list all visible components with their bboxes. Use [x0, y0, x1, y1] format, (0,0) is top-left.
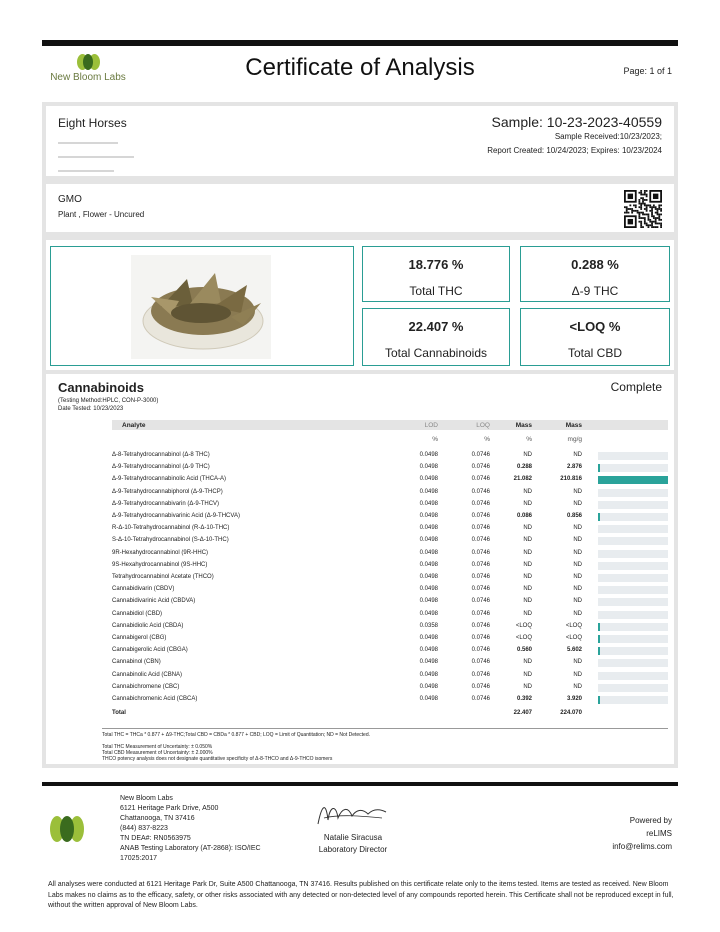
bottom-rule: [42, 782, 678, 786]
report-dates: Report Created: 10/24/2023; Expires: 10/23/2024: [487, 146, 662, 155]
lod-value: 0.0498: [419, 513, 438, 519]
address-line: 6121 Heritage Park Drive, A500: [120, 805, 219, 812]
concentration-bar-track: [598, 562, 668, 570]
col-analyte: Analyte: [122, 422, 146, 429]
total-thc-card: [362, 246, 510, 302]
loq-value: 0.0746: [471, 537, 490, 544]
mass-mg-value: ND: [573, 537, 582, 544]
lod-value: 0.0498: [419, 525, 438, 532]
table-row: [112, 462, 668, 474]
total-mg: 224.070: [560, 710, 582, 716]
testing-method: (Testing Method:HPLC, CON-P-3000): [58, 398, 159, 404]
table-row: [112, 609, 668, 621]
loq-value: 0.0746: [471, 574, 490, 580]
d9-thc-card: [520, 246, 670, 302]
mass-pct-value: ND: [523, 452, 532, 458]
lod-value: 0.0498: [419, 537, 438, 544]
mass-pct-value: ND: [523, 586, 532, 593]
cbd-uncertainty: Total CBD Measurement of Uncertainty: ± 2.000%: [102, 750, 213, 756]
page-title: Certificate of Analysis: [245, 54, 475, 81]
table-row: [112, 450, 668, 462]
concentration-bar-track: [598, 611, 668, 619]
mass-mg-value: ND: [573, 574, 582, 580]
concentration-bar-track: [598, 550, 668, 558]
sample-id: Sample: 10-23-2023-40559: [491, 114, 662, 130]
table-row: [112, 621, 668, 633]
cannabinoids-panel: [42, 374, 678, 768]
total-cbd-label: Total CBD: [567, 346, 623, 360]
loq-value: 0.0746: [471, 622, 490, 629]
sample-photo: [131, 255, 271, 359]
analyte-name: Cannabinol (CBN): [112, 659, 161, 666]
sample-received: Sample Received:10/23/2023;: [554, 132, 662, 141]
analyte-name: Cannabichromene (CBC): [112, 683, 180, 690]
signer-title: Laboratory Director: [318, 845, 388, 854]
total-thc-label: Total THC: [409, 284, 463, 298]
total-thc-value: 18.776 %: [408, 257, 464, 272]
mass-mg-value: 2.876: [566, 464, 582, 471]
concentration-bar-track: [598, 696, 668, 704]
concentration-bar-track: [598, 537, 668, 545]
mass-mg-value: 210.816: [560, 476, 582, 483]
lod-value: 0.0498: [419, 464, 438, 471]
loq-value: 0.0746: [471, 586, 490, 593]
lod-value: 0.0498: [419, 586, 438, 593]
powered-brand: reLIMS: [646, 829, 672, 838]
lod-value: 0.0358: [419, 622, 438, 629]
loq-value: 0.0746: [471, 696, 490, 702]
concentration-bar: [598, 696, 600, 704]
mass-mg-value: <LOQ: [565, 635, 582, 641]
lab-address: [120, 794, 261, 864]
disclaimer: All analyses were conducted at 6121 Heritage Park Dr, Suite A500 Chattanooga, TN 37416. Results published on this certificate relate only to the items tested. Items are tested as received. New Bloom Labs makes no claims as to the efficacy, safety, or other risks associated with any detected or non-detected level of any compounds reported herein. This Certificate shall not be reproduced except in full, without the written approval of New Bloom Labs.: [48, 881, 674, 909]
concentration-bar: [598, 623, 600, 631]
mass-mg-value: ND: [573, 452, 582, 458]
loq-value: 0.0746: [471, 476, 490, 483]
loq-value: 0.0746: [471, 610, 490, 617]
analyte-name: Δ-9-Tetrahydrocannabinolic Acid (THCA-A): [112, 476, 227, 483]
lod-value: 0.0498: [419, 598, 438, 605]
total-cbd-card: [520, 308, 670, 366]
analyte-name: Cannabidivarinic Acid (CBDVA): [112, 598, 196, 605]
loq-value: 0.0746: [471, 488, 490, 495]
table-units: [112, 434, 668, 444]
col-lod: LOD: [424, 422, 438, 429]
redacted-line: [58, 170, 114, 172]
divider: [102, 728, 668, 729]
signature-image: [312, 798, 392, 830]
loq-value: 0.0746: [471, 525, 490, 532]
lod-value: 0.0498: [419, 561, 438, 568]
sample-photo-frame: [50, 246, 354, 366]
total-cannabinoids-card: [362, 308, 510, 366]
mass-mg-value: ND: [573, 561, 582, 568]
signer-name: Natalie Siracusa: [323, 833, 383, 842]
lod-value: 0.0498: [419, 488, 438, 495]
total-cbd-value: <LOQ %: [569, 319, 621, 334]
unit-mg: mg/g: [567, 436, 582, 443]
mass-mg-value: 3.920: [566, 696, 582, 702]
analyte-name: Δ-9-Tetrahydrocannabiphorol (Δ-9-THCP): [112, 488, 223, 495]
mass-mg-value: ND: [573, 683, 582, 690]
table-row: [112, 511, 668, 523]
concentration-bar-track: [598, 476, 668, 484]
concentration-bar: [598, 647, 600, 655]
analyte-name: S-Δ-10-Tetrahydrocannabinol (S-Δ-10-THC): [112, 537, 229, 544]
mass-pct-value: ND: [523, 683, 532, 690]
status-text: Complete: [610, 380, 662, 394]
analyte-name: R-Δ-10-Tetrahydrocannabinol (R-Δ-10-THC): [112, 525, 230, 532]
table-row: [112, 474, 668, 486]
lod-value: 0.0498: [419, 659, 438, 666]
mass-mg-value: 0.856: [566, 513, 582, 519]
lod-value: 0.0498: [419, 476, 438, 483]
loq-value: 0.0746: [471, 647, 490, 654]
lod-value: 0.0498: [419, 610, 438, 617]
mass-mg-value: ND: [573, 586, 582, 593]
analyte-name: Δ-9-Tetrahydrocannabinol (Δ-9 THC): [112, 464, 210, 471]
loq-value: 0.0746: [471, 452, 490, 458]
loq-value: 0.0746: [471, 598, 490, 605]
powered-label: Powered by: [629, 816, 672, 825]
concentration-bar-track: [598, 464, 668, 472]
total-row: [112, 708, 668, 720]
loq-value: 0.0746: [471, 561, 490, 568]
lod-value: 0.0498: [419, 683, 438, 690]
loq-value: 0.0746: [471, 659, 490, 666]
mass-pct-value: ND: [523, 525, 532, 532]
mass-pct-value: <LOQ: [515, 635, 532, 641]
powered-email[interactable]: info@relims.com: [612, 842, 672, 851]
table-row: [112, 523, 668, 535]
concentration-bar: [598, 513, 600, 521]
mass-mg-value: ND: [573, 598, 582, 605]
mass-mg-value: <LOQ: [565, 622, 582, 629]
analyte-name: Δ-9-Tetrahydrocannabivarin (Δ-9-THCV): [112, 500, 220, 507]
table-row: [112, 682, 668, 694]
mass-pct-value: ND: [523, 500, 532, 507]
table-row: [112, 499, 668, 511]
mass-pct-value: ND: [523, 549, 532, 556]
accreditation: ANAB Testing Laboratory (AT-2868): ISO/IEC: [120, 845, 261, 852]
analyte-name: Δ-8-Tetrahydrocannabinol (Δ-8 THC): [112, 452, 210, 458]
mass-pct-value: ND: [523, 488, 532, 495]
sample-matrix: Plant , Flower - Uncured: [58, 210, 145, 219]
lab-name: New Bloom Labs: [50, 72, 126, 83]
mass-pct-value: 0.392: [516, 696, 532, 702]
address-line: New Bloom Labs: [120, 795, 173, 802]
lod-value: 0.0498: [419, 452, 438, 458]
table-row: [112, 645, 668, 657]
d9-thc-label: Δ-9 THC: [571, 284, 619, 298]
total-pct: 22.407: [513, 710, 532, 716]
powered-by: [612, 814, 672, 853]
loq-value: 0.0746: [471, 500, 490, 507]
mass-mg-value: ND: [573, 659, 582, 666]
concentration-bar-track: [598, 623, 668, 631]
mass-pct-value: ND: [523, 574, 532, 580]
analyte-name: Δ-9-Tetrahydrocannabivarinic Acid (Δ-9-THCVA): [112, 513, 240, 519]
unit-loq: %: [484, 436, 490, 443]
concentration-bar-track: [598, 647, 668, 655]
concentration-bar: [598, 464, 600, 472]
concentration-bar-track: [598, 452, 668, 460]
table-header: [112, 420, 668, 430]
thc-uncertainty: Total THC Measurement of Uncertainty: ± 0.050%: [102, 744, 213, 750]
loq-value: 0.0746: [471, 635, 490, 641]
mass-pct-value: 0.288: [516, 464, 532, 471]
lod-value: 0.0498: [419, 549, 438, 556]
loq-value: 0.0746: [471, 671, 490, 678]
total-cannabinoids-label: Total Cannabinoids: [384, 346, 488, 360]
sample-panel: [42, 102, 678, 180]
lod-value: 0.0498: [419, 574, 438, 580]
table-row: [112, 657, 668, 669]
concentration-bar-track: [598, 635, 668, 643]
concentration-bar-track: [598, 672, 668, 680]
header: [42, 46, 678, 98]
concentration-bar-track: [598, 501, 668, 509]
loq-value: 0.0746: [471, 513, 490, 519]
mass-pct-value: 21.082: [513, 476, 532, 483]
col-mass-mg: Mass: [565, 422, 582, 429]
mass-pct-value: ND: [523, 659, 532, 666]
date-tested: Date Tested: 10/23/2023: [58, 406, 124, 412]
analyte-name: Cannabidivarin (CBDV): [112, 586, 175, 593]
table-row: [112, 596, 668, 608]
concentration-bar-track: [598, 659, 668, 667]
accreditation: 17025:2017: [120, 855, 157, 862]
summary-panel: [42, 236, 678, 374]
client-name: Eight Horses: [58, 116, 127, 130]
mass-pct-value: ND: [523, 598, 532, 605]
col-mass-pct: Mass: [515, 422, 532, 429]
lod-value: 0.0498: [419, 671, 438, 678]
analyte-name: Cannabichromenic Acid (CBCA): [112, 696, 198, 702]
analyte-name: Cannabidiol (CBD): [112, 610, 163, 617]
concentration-bar-track: [598, 525, 668, 533]
col-loq: LOQ: [476, 422, 490, 429]
table-row: [112, 548, 668, 560]
loq-value: 0.0746: [471, 549, 490, 556]
lod-value: 0.0498: [419, 500, 438, 507]
address-line: Chattanooga, TN 37416: [120, 815, 195, 822]
total-label: Total: [112, 710, 126, 716]
mass-mg-value: ND: [573, 488, 582, 495]
mass-mg-value: ND: [573, 610, 582, 617]
footer-leaf-icon: [50, 816, 84, 844]
lod-value: 0.0498: [419, 696, 438, 702]
phone-number: (844) 837-8223: [120, 825, 168, 832]
lod-value: 0.0498: [419, 635, 438, 641]
dea-number: TN DEA#: RN0563975: [120, 835, 191, 842]
concentration-bar-track: [598, 574, 668, 582]
analyte-name: Cannabigerol (CBG): [112, 635, 167, 641]
mass-mg-value: ND: [573, 671, 582, 678]
table-row: [112, 535, 668, 547]
analyte-name: 9R-Hexahydrocannabinol (9R-HHC): [112, 549, 209, 556]
formula-note: Total THC = THCa * 0.877 + Δ9-THC;Total CBD = CBDa * 0.877 + CBD; LOQ = Limit of Quantitation; ND = Not Detected.: [102, 732, 370, 738]
redacted-line: [58, 142, 118, 144]
concentration-bar-track: [598, 513, 668, 521]
mass-pct-value: 0.086: [516, 513, 532, 519]
thco-note: THCO potency analysis does not designate quantitative specificity of Δ-8-THCO and Δ-9-THCO isomers: [102, 756, 333, 762]
mass-pct-value: 0.560: [516, 647, 532, 654]
signatory: [300, 832, 406, 856]
page-number: Page: 1 of 1: [623, 66, 672, 76]
mass-pct-value: ND: [523, 610, 532, 617]
analyte-name: Tetrahydrocannabinol Acetate (THCO): [112, 574, 214, 580]
loq-value: 0.0746: [471, 464, 490, 471]
concentration-bar-track: [598, 598, 668, 606]
loq-value: 0.0746: [471, 683, 490, 690]
analyte-name: Cannabigerolic Acid (CBGA): [112, 647, 188, 654]
concentration-bar: [598, 635, 600, 643]
mass-mg-value: 5.602: [566, 647, 582, 654]
mass-pct-value: ND: [523, 537, 532, 544]
analyte-name: Cannabidiolic Acid (CBDA): [112, 622, 184, 629]
table-row: [112, 694, 668, 706]
analyte-name: Cannabinolic Acid (CBNA): [112, 671, 183, 678]
concentration-bar-track: [598, 586, 668, 594]
table-row: [112, 560, 668, 572]
table-row: [112, 584, 668, 596]
mass-mg-value: ND: [573, 549, 582, 556]
table-row: [112, 572, 668, 584]
d9-thc-value: 0.288 %: [571, 257, 619, 272]
table-row: [112, 487, 668, 499]
redacted-line: [58, 156, 134, 158]
concentration-bar-track: [598, 489, 668, 497]
table-row: [112, 670, 668, 682]
strain-name: GMO: [58, 194, 82, 205]
mass-pct-value: ND: [523, 561, 532, 568]
qr-code-icon[interactable]: [624, 190, 662, 228]
analyte-name: 9S-Hexahydrocannabinol (9S-HHC): [112, 561, 208, 568]
section-title: Cannabinoids: [58, 380, 144, 395]
mass-mg-value: ND: [573, 500, 582, 507]
mass-mg-value: ND: [573, 525, 582, 532]
concentration-bar-track: [598, 684, 668, 692]
lod-value: 0.0498: [419, 647, 438, 654]
unit-lod: %: [432, 436, 438, 443]
total-cannabinoids-value: 22.407 %: [408, 319, 464, 334]
mass-pct-value: <LOQ: [515, 622, 532, 629]
strain-panel: [42, 180, 678, 236]
concentration-bar: [598, 476, 668, 484]
table-row: [112, 633, 668, 645]
unit-pct: %: [526, 436, 532, 443]
mass-pct-value: ND: [523, 671, 532, 678]
